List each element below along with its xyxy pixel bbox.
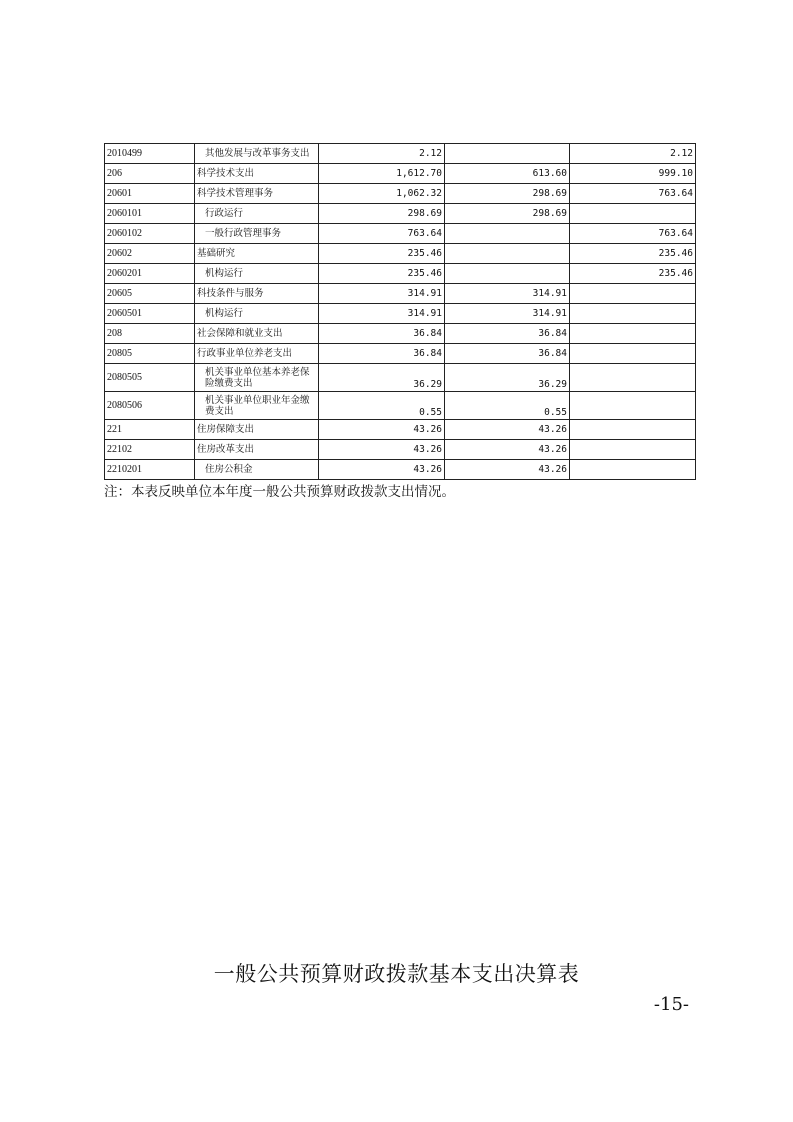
row-total: 2.12	[319, 144, 445, 164]
row-name: 社会保障和就业支出	[195, 324, 319, 344]
next-table-title: 一般公共预算财政拨款基本支出决算表	[213, 962, 580, 986]
row-project	[570, 420, 696, 440]
row-name: 行政运行	[195, 204, 319, 224]
row-total: 314.91	[319, 304, 445, 324]
row-basic: 298.69	[445, 204, 570, 224]
table-row	[105, 304, 696, 324]
table-row	[105, 364, 696, 392]
table-row	[105, 264, 696, 284]
row-project	[570, 392, 696, 420]
row-name: 基础研究	[195, 244, 319, 264]
row-name: 其他发展与改革事务支出	[195, 144, 319, 164]
row-code: 20805	[105, 344, 195, 364]
row-code: 221	[105, 420, 195, 440]
row-basic	[445, 264, 570, 284]
row-basic: 36.84	[445, 344, 570, 364]
row-project: 2.12	[570, 144, 696, 164]
row-total: 36.29	[319, 364, 445, 392]
page-number: -15-	[653, 994, 689, 1015]
row-code: 2080505	[105, 364, 195, 392]
row-total: 298.69	[319, 204, 445, 224]
row-name: 行政事业单位养老支出	[195, 344, 319, 364]
row-project	[570, 284, 696, 304]
row-name: 机构运行	[195, 304, 319, 324]
row-total: 36.84	[319, 324, 445, 344]
row-name: 住房保障支出	[195, 420, 319, 440]
row-total: 314.91	[319, 284, 445, 304]
row-code: 2010499	[105, 144, 195, 164]
table-row	[105, 164, 696, 184]
table-note: 注：本表反映单位本年度一般公共预算财政拨款支出情况。	[104, 484, 455, 500]
table-row	[105, 284, 696, 304]
row-project	[570, 364, 696, 392]
row-name: 机关事业单位职业年金缴费支出	[195, 392, 319, 420]
row-project: 235.46	[570, 244, 696, 264]
table-row	[105, 460, 696, 480]
row-project: 763.64	[570, 224, 696, 244]
row-basic: 314.91	[445, 304, 570, 324]
row-project: 763.64	[570, 184, 696, 204]
row-basic: 43.26	[445, 440, 570, 460]
row-basic: 43.26	[445, 420, 570, 440]
row-code: 20602	[105, 244, 195, 264]
row-project	[570, 344, 696, 364]
row-code: 2060501	[105, 304, 195, 324]
row-total: 36.84	[319, 344, 445, 364]
row-code: 2060101	[105, 204, 195, 224]
row-project: 999.10	[570, 164, 696, 184]
row-code: 208	[105, 324, 195, 344]
row-basic: 0.55	[445, 392, 570, 420]
row-total: 1,062.32	[319, 184, 445, 204]
row-name: 住房改革支出	[195, 440, 319, 460]
row-project	[570, 304, 696, 324]
row-project: 235.46	[570, 264, 696, 284]
table-row	[105, 440, 696, 460]
row-basic	[445, 144, 570, 164]
row-name: 一般行政管理事务	[195, 224, 319, 244]
row-total: 1,612.70	[319, 164, 445, 184]
row-basic: 36.29	[445, 364, 570, 392]
row-code: 20601	[105, 184, 195, 204]
table-row	[105, 344, 696, 364]
row-total: 235.46	[319, 264, 445, 284]
row-project	[570, 324, 696, 344]
expenditure-table	[104, 143, 696, 480]
row-code: 22102	[105, 440, 195, 460]
row-basic	[445, 224, 570, 244]
row-project	[570, 440, 696, 460]
row-basic: 613.60	[445, 164, 570, 184]
table-body	[105, 144, 696, 480]
table-row	[105, 420, 696, 440]
row-total: 43.26	[319, 420, 445, 440]
row-basic: 36.84	[445, 324, 570, 344]
row-total: 0.55	[319, 392, 445, 420]
row-total: 43.26	[319, 440, 445, 460]
row-project	[570, 204, 696, 224]
table-row	[105, 244, 696, 264]
row-code: 2210201	[105, 460, 195, 480]
table-row	[105, 204, 696, 224]
row-name: 科技条件与服务	[195, 284, 319, 304]
row-name: 住房公积金	[195, 460, 319, 480]
row-basic: 314.91	[445, 284, 570, 304]
table-row	[105, 224, 696, 244]
row-total: 235.46	[319, 244, 445, 264]
row-basic	[445, 244, 570, 264]
row-name: 科学技术支出	[195, 164, 319, 184]
table-row	[105, 144, 696, 164]
row-total: 43.26	[319, 460, 445, 480]
row-code: 2060102	[105, 224, 195, 244]
row-name: 机构运行	[195, 264, 319, 284]
table-row	[105, 184, 696, 204]
row-name: 科学技术管理事务	[195, 184, 319, 204]
row-name: 机关事业单位基本养老保险缴费支出	[195, 364, 319, 392]
row-code: 2060201	[105, 264, 195, 284]
row-project	[570, 460, 696, 480]
row-code: 206	[105, 164, 195, 184]
row-basic: 298.69	[445, 184, 570, 204]
row-code: 2080506	[105, 392, 195, 420]
table-row	[105, 324, 696, 344]
row-code: 20605	[105, 284, 195, 304]
row-basic: 43.26	[445, 460, 570, 480]
table-row	[105, 392, 696, 420]
row-total: 763.64	[319, 224, 445, 244]
